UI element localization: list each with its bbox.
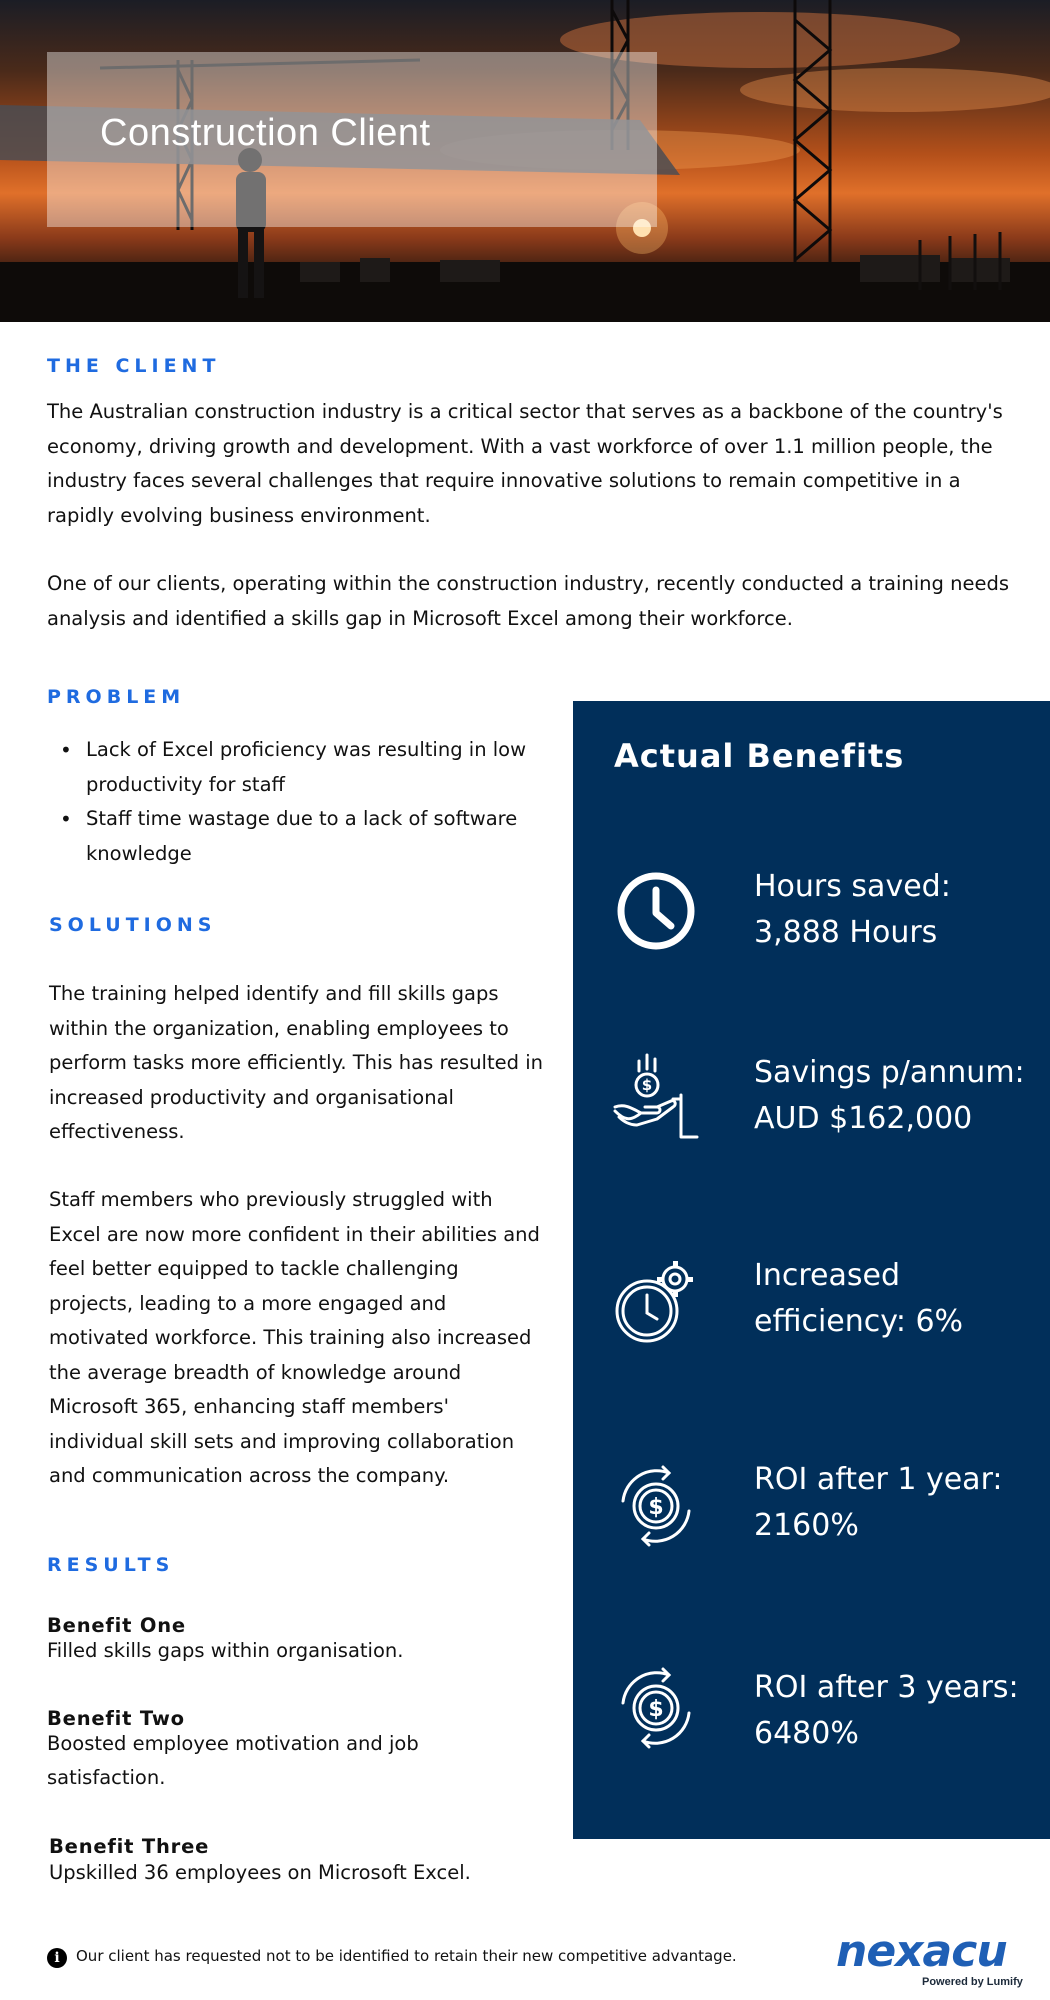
section-label-results: RESULTS <box>47 1554 175 1576</box>
client-paragraph-1: The Australian construction industry is a critical sector that serves as a backbone of the country's economy, driving growth and development. With a vast workforce of over 1.1 million people, the industry faces several challenges that require innovative solutions to remain competitive in a rapidly evolving business environment. <box>47 400 1003 527</box>
logo-wordmark: nexacu <box>836 1926 1007 1977</box>
stopwatch-gear-icon <box>611 1257 701 1347</box>
problem-item: • Lack of Excel proficiency was resulting in low productivity for staff <box>60 733 530 802</box>
svg-text:$: $ <box>648 1495 664 1520</box>
benefit-three-title: Benefit Three <box>49 1835 210 1858</box>
clock-icon <box>611 866 701 956</box>
stat-roi-3-years: ROI after 3 years: 6480% <box>754 1670 1019 1751</box>
problem-list <box>60 733 530 871</box>
benefit-two-title: Benefit Two <box>47 1707 185 1730</box>
stat-efficiency: Increased efficiency: 6% <box>754 1258 964 1339</box>
dollar-cycle-icon <box>611 1461 701 1551</box>
stat-roi-1-year: ROI after 1 year: 2160% <box>754 1462 1003 1543</box>
section-label-problem: PROBLEM <box>47 686 186 708</box>
solutions-paragraph-2: Staff members who previously struggled with Excel are now more confident in their abilities and feel better equipped to tackle challenging projects, leading to a more engaged and motivated workforce. This training also increased the average breadth of knowledge around Microsoft 365, enhancing staff members' individual skill sets and improving collaboration and communication across the company. <box>49 1188 540 1487</box>
section-label-solutions: SOLUTIONS <box>49 914 217 936</box>
stat-savings: Savings p/annum: AUD $162,000 <box>754 1055 1025 1136</box>
solutions-paragraph-1: The training helped identify and fill skills gaps within the organization, enabling employees to perform tasks more efficiently. This has resulted in increased productivity and organisational effectiveness. <box>49 982 543 1143</box>
info-icon: i <box>47 1948 67 1968</box>
benefit-one-title: Benefit One <box>47 1614 186 1637</box>
logo-tagline: Powered by Lumify <box>922 1976 1023 1988</box>
dollar-cycle-icon <box>611 1663 701 1753</box>
problem-item: • Staff time wastage due to a lack of software knowledge <box>60 802 530 871</box>
client-paragraph-2: One of our clients, operating within the construction industry, recently conducted a training needs analysis and identified a skills gap in Microsoft Excel among their workforce. <box>47 572 1010 630</box>
benefit-three-text: Upskilled 36 employees on Microsoft Excel. <box>49 1861 471 1884</box>
benefit-two-text: Boosted employee motivation and job satisfaction. <box>47 1732 419 1789</box>
svg-text:$: $ <box>648 1697 664 1722</box>
nexacu-logo <box>836 1926 1036 1992</box>
actual-benefits-panel <box>573 701 1050 1839</box>
stat-hours-saved: Hours saved: 3,888 Hours <box>754 869 951 950</box>
footnote: Our client has requested not to be identified to retain their new competitive advantage. <box>76 1947 737 1965</box>
page-title: Construction Client <box>100 112 431 154</box>
hand-money-icon <box>611 1051 701 1141</box>
svg-text:$: $ <box>641 1076 653 1094</box>
benefit-one-text: Filled skills gaps within organisation. <box>47 1639 404 1662</box>
section-label-client: THE CLIENT <box>47 355 221 377</box>
hero-banner <box>0 0 1050 322</box>
panel-title: Actual Benefits <box>614 737 905 775</box>
